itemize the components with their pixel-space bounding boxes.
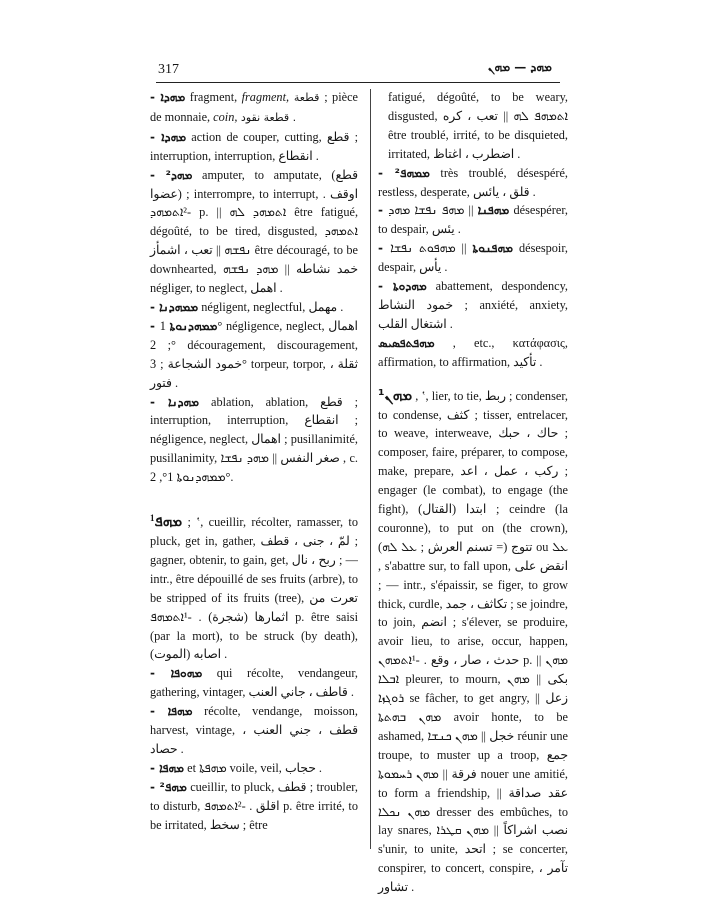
dictionary-entry-continued <box>378 88 568 164</box>
entry-text: ; pièce de monnaie, <box>150 90 358 124</box>
entry-translation: coin, <box>213 109 238 124</box>
entry-text: cueillir, to pluck, قطف ; troubler, to disturb, اقلق . -²ܐܬܡܗܦ p. être irrité, to be irritated, سخط ; être <box>150 779 358 832</box>
headword: - ²ܡܗܦ <box>150 779 187 794</box>
dictionary-entry <box>150 88 358 128</box>
dictionary-entry <box>150 298 358 317</box>
entry-text: , etc., κατάφασις, affirmation, to affirmation, تأكيد . <box>378 335 568 369</box>
entry-text: action de couper, cutting, قطع ; interruption, interruption, انقطاع . <box>150 129 358 163</box>
entry-text: fatigué, dégoûté, to be weary, disgusted, ܐܬܡܗܦ ܠܗ || تعب ، كره être troublé, irrité, to be disquieted, irritated, اضطرب ، اغتاظ . <box>388 90 569 161</box>
page-number: 317 <box>158 62 179 77</box>
entry-text: négligent, neglectful, مهمل . <box>198 299 344 314</box>
headword: ܡܗܦܬܦܣܝܣ <box>378 335 435 350</box>
dictionary-entry-root <box>378 386 568 897</box>
running-head: ܡܗܕ — ܡܗܢ <box>488 60 552 74</box>
entry-text: ; ‛, cueillir, récolter, ramasser, to pluck, get in, gather, لمّ ، جنى ، قطف ; gagner, obtenir, to gain, get, ربح ، نال ; — intr., être dépouillé de ses fruits (arbre), to be stripped of its fruits (tree), تعرت من اثمارها (شجرة) . -¹ܐܬܡܗܦ p. être saisi (par la mort), to be struck (by death), اصابه (الموت) . <box>150 515 358 662</box>
headword: - ܡܗܕܘܬܐ <box>378 279 427 294</box>
entry-arabic: قطعة <box>289 91 325 104</box>
entry-text: récolte, vendange, moisson, harvest, vintage, قطف ، جني العنب ، حصاد . <box>150 704 358 756</box>
headword: - ܡܗܘܦܐ <box>150 666 203 681</box>
dictionary-entry <box>150 759 358 778</box>
entry-text: || ܡܗܦ ܢܦܫܐ ܡܗܕ désespérer, to despair, يئس . <box>378 203 568 237</box>
headword: ܡܗܦ <box>154 512 183 531</box>
dictionary-entry <box>150 128 358 166</box>
headword: - ܡܗܦܢܐ <box>378 203 510 218</box>
dictionary-entry <box>150 778 358 835</box>
dictionary-entry <box>378 334 568 372</box>
dictionary-entry <box>150 702 358 759</box>
dictionary-entry <box>150 317 358 393</box>
entry-arabic: قطعة نقود . <box>237 110 297 124</box>
dictionary-entry-root <box>150 509 358 664</box>
dictionary-entry <box>378 277 568 334</box>
dictionary-entry <box>378 164 568 202</box>
headword: - ܡܗܕܐ <box>150 90 186 104</box>
entry-text: fragment, <box>185 90 242 104</box>
entry-translation: fragment, <box>241 90 290 104</box>
header-rule <box>156 82 560 83</box>
right-column <box>378 88 568 897</box>
headword: - ܡܗܕܐ <box>150 129 187 144</box>
entry-text: || ܡܗܦܘܬ ܢܦܫܐ désespoir, despair, يأس . <box>378 241 568 275</box>
headword: - ܡܡܗܕܢܘܬܐ <box>150 318 218 333</box>
headword: - ²ܡܗܕ <box>150 167 193 182</box>
headword: - ܡܗܦܐ <box>150 760 185 775</box>
entry-text: ablation, ablation, قطع ; interruption, interruption, انقطاع ; négligence, neglect, اهمال ; pusillanimité, pusillanimity, صغر النفس || ܡܗܕ ܢܦܫܐ , c. ܡܡܗܕܢܘܬܐ 1°, 2°. <box>150 394 358 485</box>
entry-text: , ‛, lier, to tie, ربط ; condenser, to condense, كثف ; tisser, entrelacer, to weave, interweave, حاك ، حبك ; composer, faire, préparer, to compose, make, prepare, ركب ، عمل ، اعد ; engager (le combat), to engage (the fight), ابتدا (القتال) ; ceindre (la couronne), to put on (the crown), (تتوج (= تسنم العرش ; ܥܠ ܠܗ ou ܥܠ , s'abattre sur, to fall upon, انقض على ; — intr., s'épaissir, se figer, to grow thick, curdle, تكاثف ، جمد ; se joindre, to join, انضم ; s'élever, se produire, avoir lieu, to arise, occur, happen, حدث ، صار ، وقع . -¹ܐܬܡܗܢ p. || ܡܗܢ ܐܒܠܐ pleurer, to mourn, بكى || ܡܗܢ ܪܘܓܙܐ se fâcher, to get angry, زعل || ܡܗܢ ܒܗܬܬܐ avoir honte, to be ashamed, خجل || ܡܗܢ ܟܢܫܐ réunir une troupe, to muster up a troop, جمع فرقة || ܡܗܢ ܪܚܡܘܬܐ nouer une amitié, to form a friendship, عقد صداقة || ܡܗܢ ܢܟܠܐ dresser des embûches, to lay snares, نصب اشراكاً || ܡܗܢ ܩܛܪܐ s'unir, to unite, اتحد ; se concerter, conspirer, to concert, conspire, تآمر ، تشاور . <box>378 388 569 895</box>
headword: - ܡܡܗܕܢܐ <box>150 299 199 314</box>
column-divider <box>370 89 371 849</box>
headword: - ܡܗܕܢܐ <box>150 394 200 409</box>
headword: - ²ܡܡܗܦ <box>378 165 430 180</box>
dictionary-entry <box>150 664 358 702</box>
entry-text: très troublé, désespéré, restless, desperate, قلق ، يائس . <box>378 165 568 199</box>
left-column <box>150 88 358 835</box>
dictionary-entry <box>378 201 568 239</box>
entry-text: et ܡܗܦܬܐ voile, veil, حجاب . <box>184 760 322 775</box>
dictionary-entry <box>378 239 568 277</box>
entry-text: 1° négligence, neglect, اهمال ; 2° découragement, discouragement, خمود الشجاعة ; 3° torpeur, torpor, ثقلة ، فتور . <box>150 318 358 390</box>
headword: - ܡܗܦܢܘܬܐ <box>378 241 513 256</box>
entry-text: amputer, to amputate, (قطع (عضوا ; interrompre, to interrupt, اوقف . -²ܐܬܡܗܕ p. || ܐܬܡܗܕ ܠܗ être fatigué, dégoûté, to be tired, disgusted, ܐܬܡܗܕ ܢܦܫܗ || تعب ، اشمأز être découragé, to be downhearted, خمد نشاطه || ܡܗܕ ܢܦܫܗ négliger, to neglect, اهمل . <box>150 167 359 296</box>
headword: ¹ܡܗܢ <box>378 385 413 404</box>
homograph-number: 1 <box>150 513 155 524</box>
headword: - ܡܗܦܐ <box>150 704 193 719</box>
dictionary-entry <box>150 393 358 488</box>
entry-text: abattement, despondency, خمود النشاط ; anxiété, anxiety, اشتغال القلب . <box>378 279 569 331</box>
dictionary-entry <box>150 166 358 298</box>
entry-text: qui récolte, vendangeur, gathering, vintager, قاطف ، جاني العنب . <box>150 666 358 700</box>
